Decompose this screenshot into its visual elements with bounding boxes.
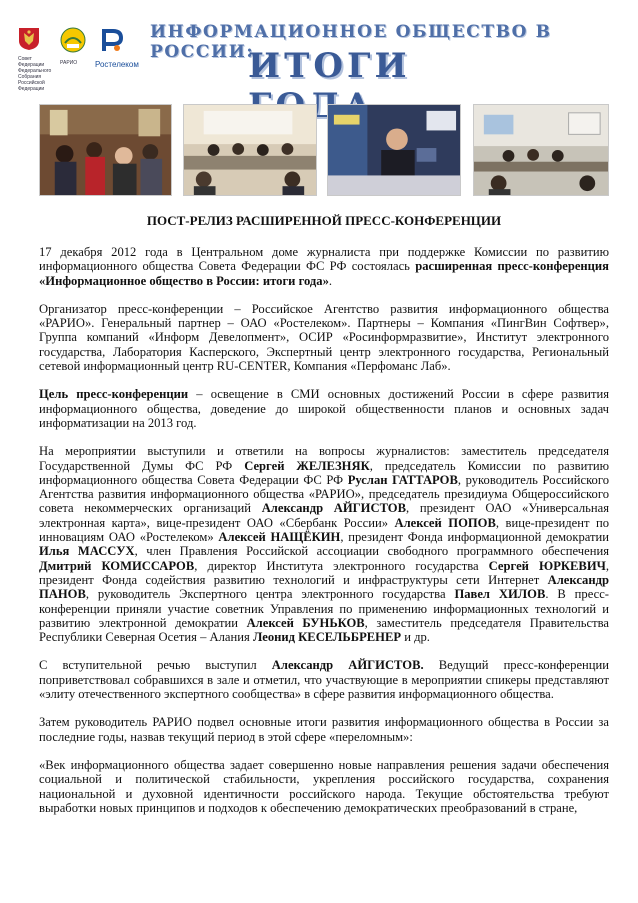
federation-council-logo (18, 27, 52, 92)
text-span: . В пресс-конференции приняли участие советник Управления по применению информационных технологий и развитию электронной демократии (39, 587, 609, 630)
text-span: С вступительной речью выступил (39, 658, 272, 673)
speaker-name: Леонид КЕСЕЛЬБРЕНЕР (252, 630, 402, 645)
page-header (0, 0, 638, 100)
text-span: , президент Фонда содействия развитию технологий и инфраструктуры сети Интернет (39, 558, 610, 587)
text-span: Ведущий пресс-конференции поприветствовал собравшихся в зале и отметил, что участвующие в мероприятии спикеры представляют «элиту отечественного экспертного сообщества» в сфере развития информационного общества. (39, 658, 609, 702)
speaker-name: Сергей ЖЕЛЕЗНЯК (244, 458, 370, 473)
rario-caption: РАРИО (60, 60, 78, 66)
paragraph-speakers (39, 444, 609, 644)
speaker-name: Алексей ПОПОВ (394, 515, 496, 530)
press-photo-hall (473, 104, 609, 196)
text-span: , председатель Комиссии по развитию информационного общества Совета Федерации ФС РФ (39, 458, 609, 487)
text-span: , президент ОАО «Универсальная электронная карта», вице-президент ОАО «Сбербанк России» (39, 501, 609, 530)
header-title-line1: ИНФОРМАЦИОННОЕ ОБЩЕСТВО В РОССИИ: (150, 22, 552, 62)
header-title-line2: ИТОГИ (248, 46, 411, 86)
speaker-name: Павел ХИЛОВ (454, 587, 546, 602)
speaker-name: Илья МАССУХ (39, 544, 135, 559)
text-span: , руководитель Экспертного центра электронного государства (85, 587, 455, 602)
press-photo-speaker (327, 104, 461, 196)
paragraph-goal (39, 387, 609, 430)
rostelecom-logo (95, 27, 137, 69)
release-heading: ПОСТ-РЕЛИЗ РАСШИРЕННОЙ ПРЕСС-КОНФЕРЕНЦИИ (146, 213, 502, 228)
text-span: 17 декабря 2012 года в Центральном доме журналиста при поддержке Комиссии по развитию информационного общества Совета Федерации ФС РФ состоялась (39, 245, 609, 274)
paragraph-organizers: Организатор пресс-конференции – Российское Агентство развития информационного общества «РАРИО». Генеральный партнер – ОАО «Ростелеком». Партнеры – Компания «ПингВин Софтвер», Группа компаний «Информ Девелопмент», ОСИР «Росинформразвитие», Институт электронного государства, Лаборатория Касперского, Экспертный центр электронного государства, Региональный сетевой информационный центр RU-CENTER, Компания «Перфоманс Лаб». (39, 301, 609, 374)
text-span: , вице-президент по инновациям ОАО «Ростелеком» (39, 515, 609, 545)
text-span: и др. (401, 630, 430, 645)
text-span: , директор Института электронного государства (194, 558, 489, 573)
speaker-name: Дмитрий КОМИССАРОВ (39, 558, 195, 573)
text-span: , президент Фонда информационной демократии (340, 530, 609, 545)
speaker-name: Руслан ГАТТАРОВ (347, 472, 458, 487)
paragraph-summary: Затем руководитель РАРИО подвел основные итоги развития информационного общества в России за последние годы, назвав текущий период в этой сфере «переломным»: (39, 715, 609, 744)
federation-council-caption: Совет Федерации Федерального Собрания Российской Федерации (18, 56, 52, 92)
speaker-name: Сергей ЮРКЕВИЧ (488, 558, 606, 573)
text-span: На мероприятии выступили и ответили на вопросы журналистов: заместитель председателя Государственной Думы ФС РФ (39, 444, 609, 473)
paragraph-opening-speech (39, 658, 609, 701)
release-body (39, 245, 609, 829)
rostelecom-name: Ростелеком (95, 60, 139, 69)
text-span: , заместитель председателя Правительства Республики Северная Осетия – Алания (39, 615, 609, 645)
speaker-name: Александр ПАНОВ (39, 572, 609, 602)
coat-of-arms-icon (18, 27, 40, 51)
press-photo-audience (39, 104, 172, 196)
text-span: – освещение в СМИ основных достижений России в сфере развития информационного общества, доведение до широкой общественности планов и основных задач информатизации на 2013 год. (39, 387, 610, 430)
event-title: расширенная пресс-конференция «Информационное общество в России: итоги года» (39, 259, 609, 288)
text-span: , член Правления Российской ассоциации свободного программного обеспечения (134, 544, 609, 559)
text-span: . (328, 273, 333, 288)
rario-icon (60, 27, 86, 55)
speaker-name: Алексей БУНЬКОВ (246, 615, 365, 630)
rostelecom-icon (95, 27, 125, 53)
goal-label: Цель пресс-конференции (39, 387, 189, 402)
paragraph-intro (39, 245, 609, 288)
paragraph-quote: «Век информационного общества задает совершенно новые направления решения задачи обеспечения социальной и политической стабильности, укрепления российского государства, сохранения национальной и духовной идентичности российского народа. Текущие обстоятельства требуют выработки новых принципов и подходов к обеспечению демократических преобразований в стране, (39, 757, 609, 815)
press-photo-panel (183, 104, 317, 196)
rario-logo (60, 27, 86, 66)
speaker-name: Александр АЙГИСТОВ. (271, 658, 424, 673)
speaker-name: Александр АЙГИСТОВ (261, 501, 407, 516)
speaker-name: Алексей НАЩЁКИН (218, 530, 341, 545)
photo-strip (39, 104, 609, 196)
text-span: , руководитель Российского Агентства развития информационного общества «РАРИО», председатель президиума Общероссийского совета некоммерческих организаций (39, 472, 609, 516)
